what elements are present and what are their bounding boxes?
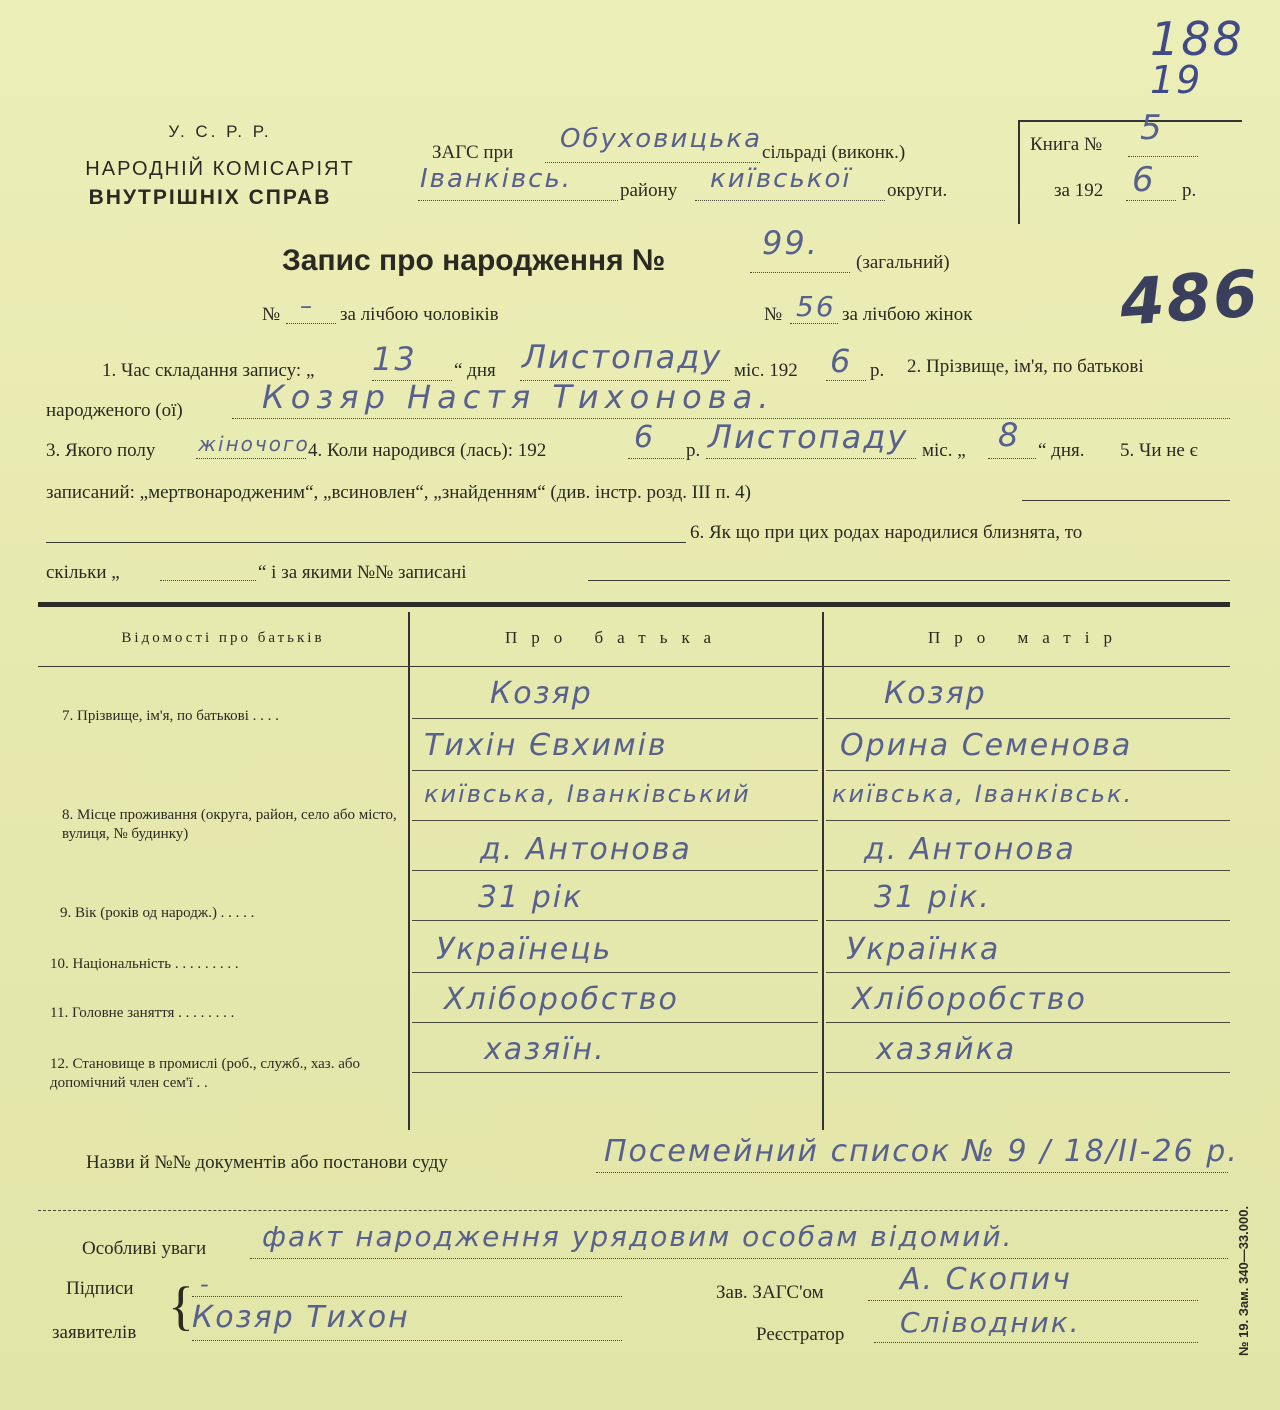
corner-number-stamp: 19 <box>1150 58 1203 102</box>
documents-label: Назви й №№ документів або постанови суду <box>86 1152 448 1173</box>
row-label-age: 9. Вік (років од народж.) . . . . . <box>60 905 255 921</box>
birth-month-label: міс. „ <box>922 440 966 461</box>
department-heading: ВНУТРІШНІХ СПРАВ <box>88 186 332 209</box>
remarks-label: Особливі уваги <box>82 1238 207 1259</box>
birth-year: 6 <box>634 420 656 455</box>
father-residence-2: д. Антонова <box>480 832 692 867</box>
item3-label: 3. Якого полу <box>46 440 156 461</box>
row-label-name: 7. Прізвище, ім'я, по батькові . . . . <box>62 708 279 724</box>
book-year-label: за 192 <box>1054 180 1104 201</box>
father-age: 31 рік <box>478 880 584 915</box>
father-status: хазяїн. <box>484 1032 606 1067</box>
record-year-label: р. <box>870 360 885 381</box>
father-occupation: Хліборобство <box>444 982 679 1017</box>
side-print-note: № 19. Зам. 340—33.000. <box>1236 1205 1251 1356</box>
female-count-value: 56 <box>796 290 836 323</box>
zags-district: Іванківсь. <box>420 164 573 194</box>
mother-occupation: Хліборобство <box>852 982 1087 1017</box>
male-count-label: за лічбою чоловіків <box>340 304 499 325</box>
title-suffix: (загальний) <box>856 252 950 273</box>
book-year-suffix: р. <box>1182 180 1197 201</box>
father-nationality: Українець <box>436 932 613 967</box>
mother-status: хазяйка <box>876 1032 1017 1067</box>
male-count-prefix: № <box>262 304 281 325</box>
item2-line2-label: народженого (ої) <box>46 400 183 421</box>
applicants-label-2: заявителів <box>52 1322 137 1343</box>
birth-year-label: р. <box>686 440 701 461</box>
book-year-digit: 6 <box>1132 160 1156 200</box>
applicant-sign-1: - <box>200 1270 211 1298</box>
record-number: 99. <box>762 224 819 262</box>
header-parents: Відомості про батьків <box>121 630 325 646</box>
header-mother: Про матір <box>928 628 1126 647</box>
mother-age: 31 рік. <box>874 880 991 915</box>
zags-label: ЗАГС при <box>432 142 514 163</box>
zags-head-signature: А. Скопич <box>900 1262 1072 1297</box>
mother-residence-1: київська, Іванківськ. <box>832 780 1134 808</box>
item4-label: 4. Коли народився (лась): 192 <box>308 440 547 461</box>
record-month: Листопаду <box>522 338 723 376</box>
birth-day-label: “ дня. <box>1038 440 1085 461</box>
item1-label: 1. Час складання запису: „ <box>102 360 315 381</box>
book-number: 5 <box>1140 108 1164 148</box>
item2-label: 2. Прізвище, ім'я, по батькові <box>907 356 1144 377</box>
father-residence-1: київська, Іванківський <box>424 780 751 808</box>
zags-okruha: київської <box>710 164 852 194</box>
father-name: Тихін Євхимів <box>424 728 668 763</box>
zags-district-label: району <box>620 180 678 201</box>
mother-residence-2: д. Антонова <box>864 832 1076 867</box>
book-label: Книга № <box>1030 134 1103 155</box>
zags-okruha-label: округи. <box>887 180 948 201</box>
female-count-label: за лічбою жінок <box>842 304 973 325</box>
republic-heading: У. С. Р. Р. <box>168 122 272 141</box>
remarks-value: факт народження урядовим особам відомий. <box>262 1220 1014 1253</box>
brace: { <box>168 1276 194 1336</box>
corner-number-large: 486 <box>1117 257 1263 341</box>
birth-month: Листопаду <box>708 418 909 456</box>
registrar-label: Реєстратор <box>756 1324 845 1345</box>
item5-label: 5. Чи не є <box>1120 440 1198 461</box>
item5-line2: записаний: „мертвонароджeним“, „всиновлен“, „знайденням“ (див. інстр. розд. III п. 4) <box>46 482 752 503</box>
child-name: Козяр Настя Тихонова. <box>262 378 775 416</box>
male-count-value: – <box>300 292 314 320</box>
father-surname: Козяр <box>490 676 593 711</box>
commissariat-heading: НАРОДНІЙ КОМІСАРІЯТ <box>85 158 355 180</box>
child-sex: жіночого <box>198 432 310 456</box>
zags-village: Обуховицька <box>560 124 763 154</box>
record-day: 13 <box>372 340 417 378</box>
record-year: 6 <box>830 342 853 380</box>
row-label-nationality: 10. Національність . . . . . . . . . <box>50 956 239 972</box>
female-count-prefix: № <box>764 304 783 325</box>
item6-line2-post: “ і за якими №№ записані <box>258 562 467 583</box>
mother-name: Орина Семенова <box>840 728 1133 763</box>
header-father: Про батька <box>504 628 725 647</box>
documents-value: Посемейний список № 9 / 18/ІІ-26 р. <box>604 1134 1239 1169</box>
record-month-label: міс. 192 <box>734 360 798 381</box>
page-title: Запис про народження № <box>282 244 666 277</box>
item6-line2-pre: скільки „ <box>46 562 120 583</box>
corner-number-top: 188 <box>1150 12 1244 66</box>
mother-surname: Козяр <box>884 676 987 711</box>
zags-sil-label: сільраді (виконк.) <box>762 142 906 163</box>
row-label-status: 12. Становище в промислі (роб., служб., хаз. або допомічний член сем'ї . . <box>50 1056 360 1091</box>
item6-label: 6. Як що при цих родах народилися близнята, то <box>690 522 1083 543</box>
registrar-signature: Сліводник. <box>900 1306 1081 1339</box>
mother-nationality: Українка <box>846 932 1001 967</box>
row-label-residence: 8. Місце проживання (округа, район, село або місто, вулиця, № будинку) <box>62 807 397 842</box>
table-top-rule <box>38 602 1230 607</box>
applicant-sign-2: Козяр Тихон <box>192 1300 410 1335</box>
row-label-occupation: 11. Головне заняття . . . . . . . . <box>50 1005 235 1021</box>
zags-head-label: Зав. ЗАГС'ом <box>716 1282 824 1303</box>
record-day-label: “ дня <box>454 360 496 381</box>
birth-day: 8 <box>998 416 1021 454</box>
applicants-label-1: Підписи <box>66 1278 134 1299</box>
